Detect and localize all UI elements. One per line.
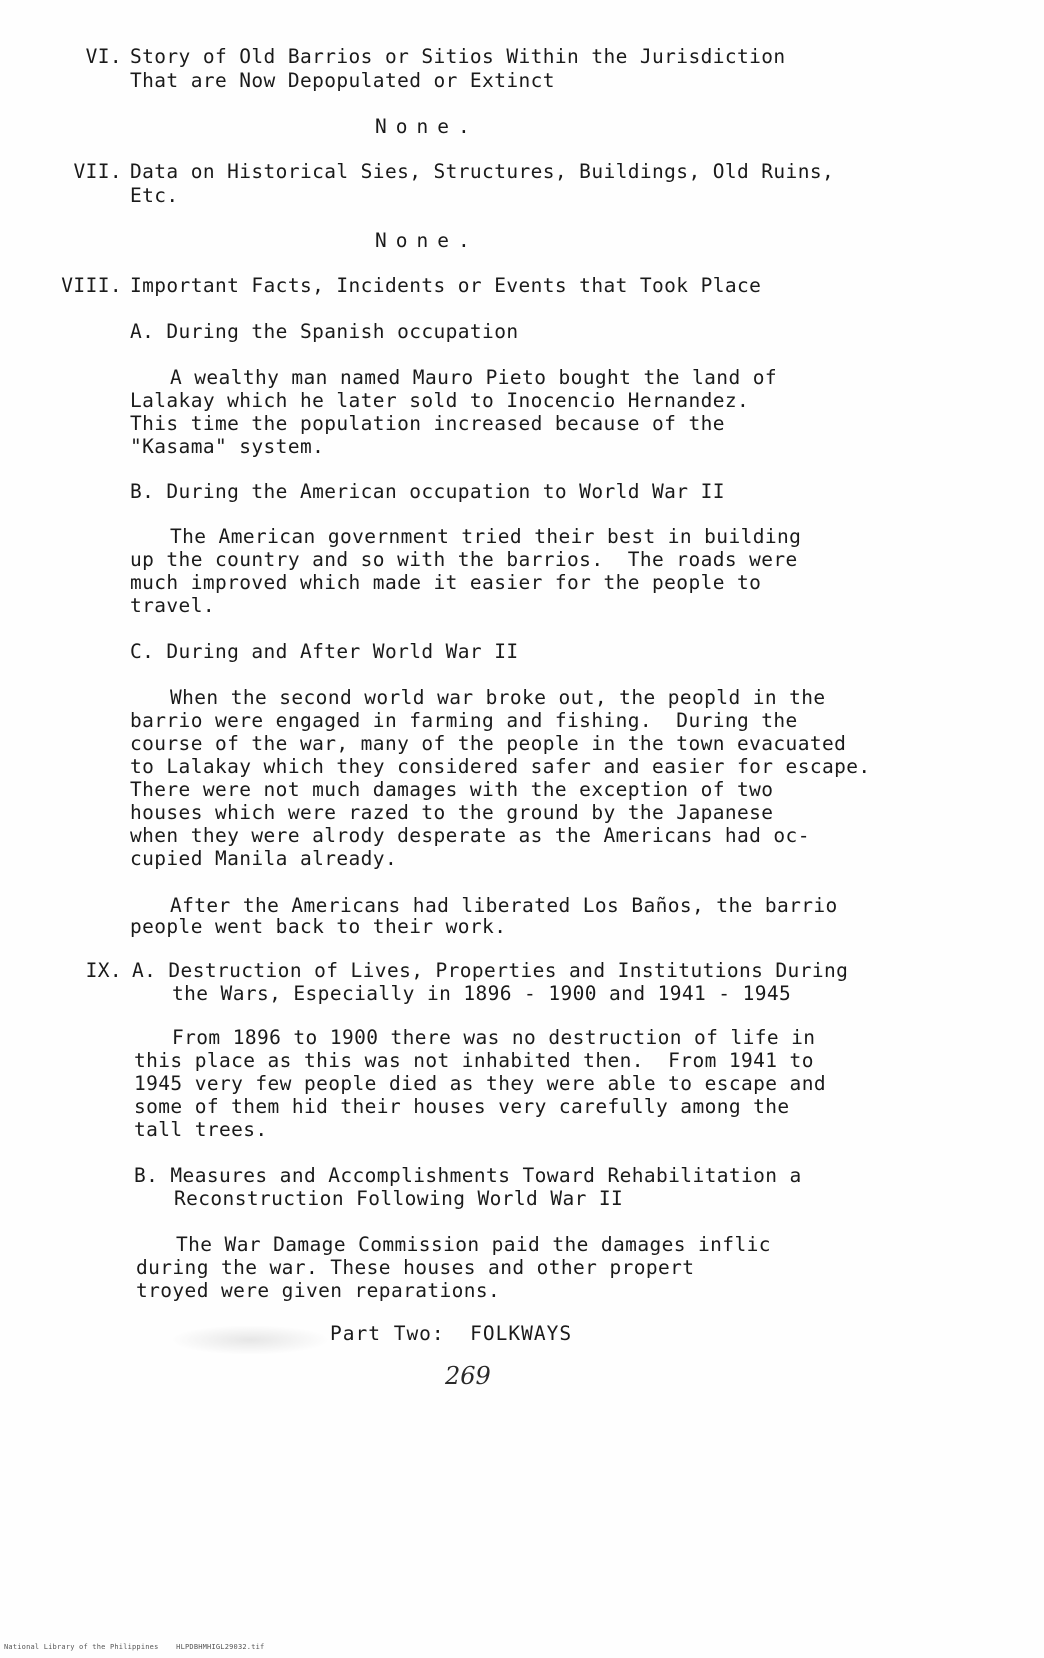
section-ix-b-line: The War Damage Commission paid the damages inflic <box>176 1233 771 1256</box>
section-vii-title-line2: Etc. <box>130 184 179 207</box>
section-ix-a-heading-line1: A. Destruction of Lives, Properties and Institutions During <box>132 959 849 982</box>
section-viii-c-line: when they were alrody desperate as the Americans had oc- <box>130 824 810 847</box>
section-viii-b-line: much improved which made it easier for the people to <box>130 571 762 594</box>
section-ix-b-line: during the war. These houses and other propert <box>136 1256 695 1279</box>
section-viii-b-line: The American government tried their best in building <box>170 525 802 548</box>
section-viii-a-line: "Kasama" system. <box>130 435 325 458</box>
section-vi-answer: None. <box>375 115 479 138</box>
handwritten-page-number: 269 <box>445 1362 491 1390</box>
section-vii-answer: None. <box>375 229 479 252</box>
section-vii-numeral: VII. <box>73 160 122 183</box>
section-viii-a-heading: A. During the Spanish occupation <box>130 320 519 343</box>
section-viii-b-line: up the country and so with the barrios. The roads were <box>130 548 798 571</box>
section-ix-b-heading-line2: Reconstruction Following World War II <box>174 1187 624 1210</box>
section-viii-c-line: There were not much damages with the exception of two <box>130 778 774 801</box>
section-viii-b-line: travel. <box>130 594 215 617</box>
section-vi-title-line2: That are Now Depopulated or Extinct <box>130 69 555 92</box>
scan-smudge <box>170 1325 330 1355</box>
scan-footer: National Library of the Philippines HLPDBHMHIGL29032.tif <box>4 1643 265 1651</box>
section-viii-a-line: This time the population increased because of the <box>130 412 725 435</box>
section-ix-b-line: troyed were given reparations. <box>136 1279 501 1302</box>
section-viii-c2-line: After the Americans had liberated Los Baños, the barrio <box>170 894 838 917</box>
section-viii-a-line: A wealthy man named Mauro Pieto bought the land of <box>170 366 777 389</box>
section-viii-c-line: When the second world war broke out, the peopld in the <box>170 686 826 709</box>
section-ix-a-heading-line2: the Wars, Especially in 1896 - 1900 and 1941 - 1945 <box>172 982 792 1005</box>
part-two-heading: Part Two: FOLKWAYS <box>330 1322 573 1345</box>
section-viii-numeral: VIII. <box>61 274 122 297</box>
section-viii-c-line: houses which were razed to the ground by the Japanese <box>130 801 774 824</box>
section-vi-title-line1: Story of Old Barrios or Sitios Within the Jurisdiction <box>130 45 786 68</box>
section-viii-c-line: to Lalakay which they considered safer and easier for escape. <box>130 755 871 778</box>
section-ix-a-line: some of them hid their houses very carefully among the <box>134 1095 790 1118</box>
section-viii-c-line: barrio were engaged in farming and fishing. During the <box>130 709 798 732</box>
section-viii-a-line: Lalakay which he later sold to Inocencio Hernandez. <box>130 389 750 412</box>
section-ix-a-line: this place as this was not inhabited then. From 1941 to <box>134 1049 814 1072</box>
section-ix-numeral: IX. <box>85 959 122 982</box>
section-ix-a-line: tall trees. <box>134 1118 268 1141</box>
section-ix-b-heading-line1: B. Measures and Accomplishments Toward Rehabilitation a <box>134 1164 802 1187</box>
section-ix-a-line: 1945 very few people died as they were able to escape and <box>134 1072 826 1095</box>
section-viii-heading: Important Facts, Incidents or Events that Took Place <box>130 274 762 297</box>
section-viii-c2-line: people went back to their work. <box>130 915 507 938</box>
section-ix-a-line: From 1896 to 1900 there was no destruction of life in <box>172 1026 816 1049</box>
section-viii-c-line: cupied Manila already. <box>130 847 398 870</box>
section-viii-c-heading: C. During and After World War II <box>130 640 519 663</box>
section-viii-c-line: course of the war, many of the people in the town evacuated <box>130 732 847 755</box>
section-vi-numeral: VI. <box>85 45 122 68</box>
section-vii-title-line1: Data on Historical Sies, Structures, Buildings, Old Ruins, <box>130 160 835 183</box>
section-viii-b-heading: B. During the American occupation to World War II <box>130 480 725 503</box>
